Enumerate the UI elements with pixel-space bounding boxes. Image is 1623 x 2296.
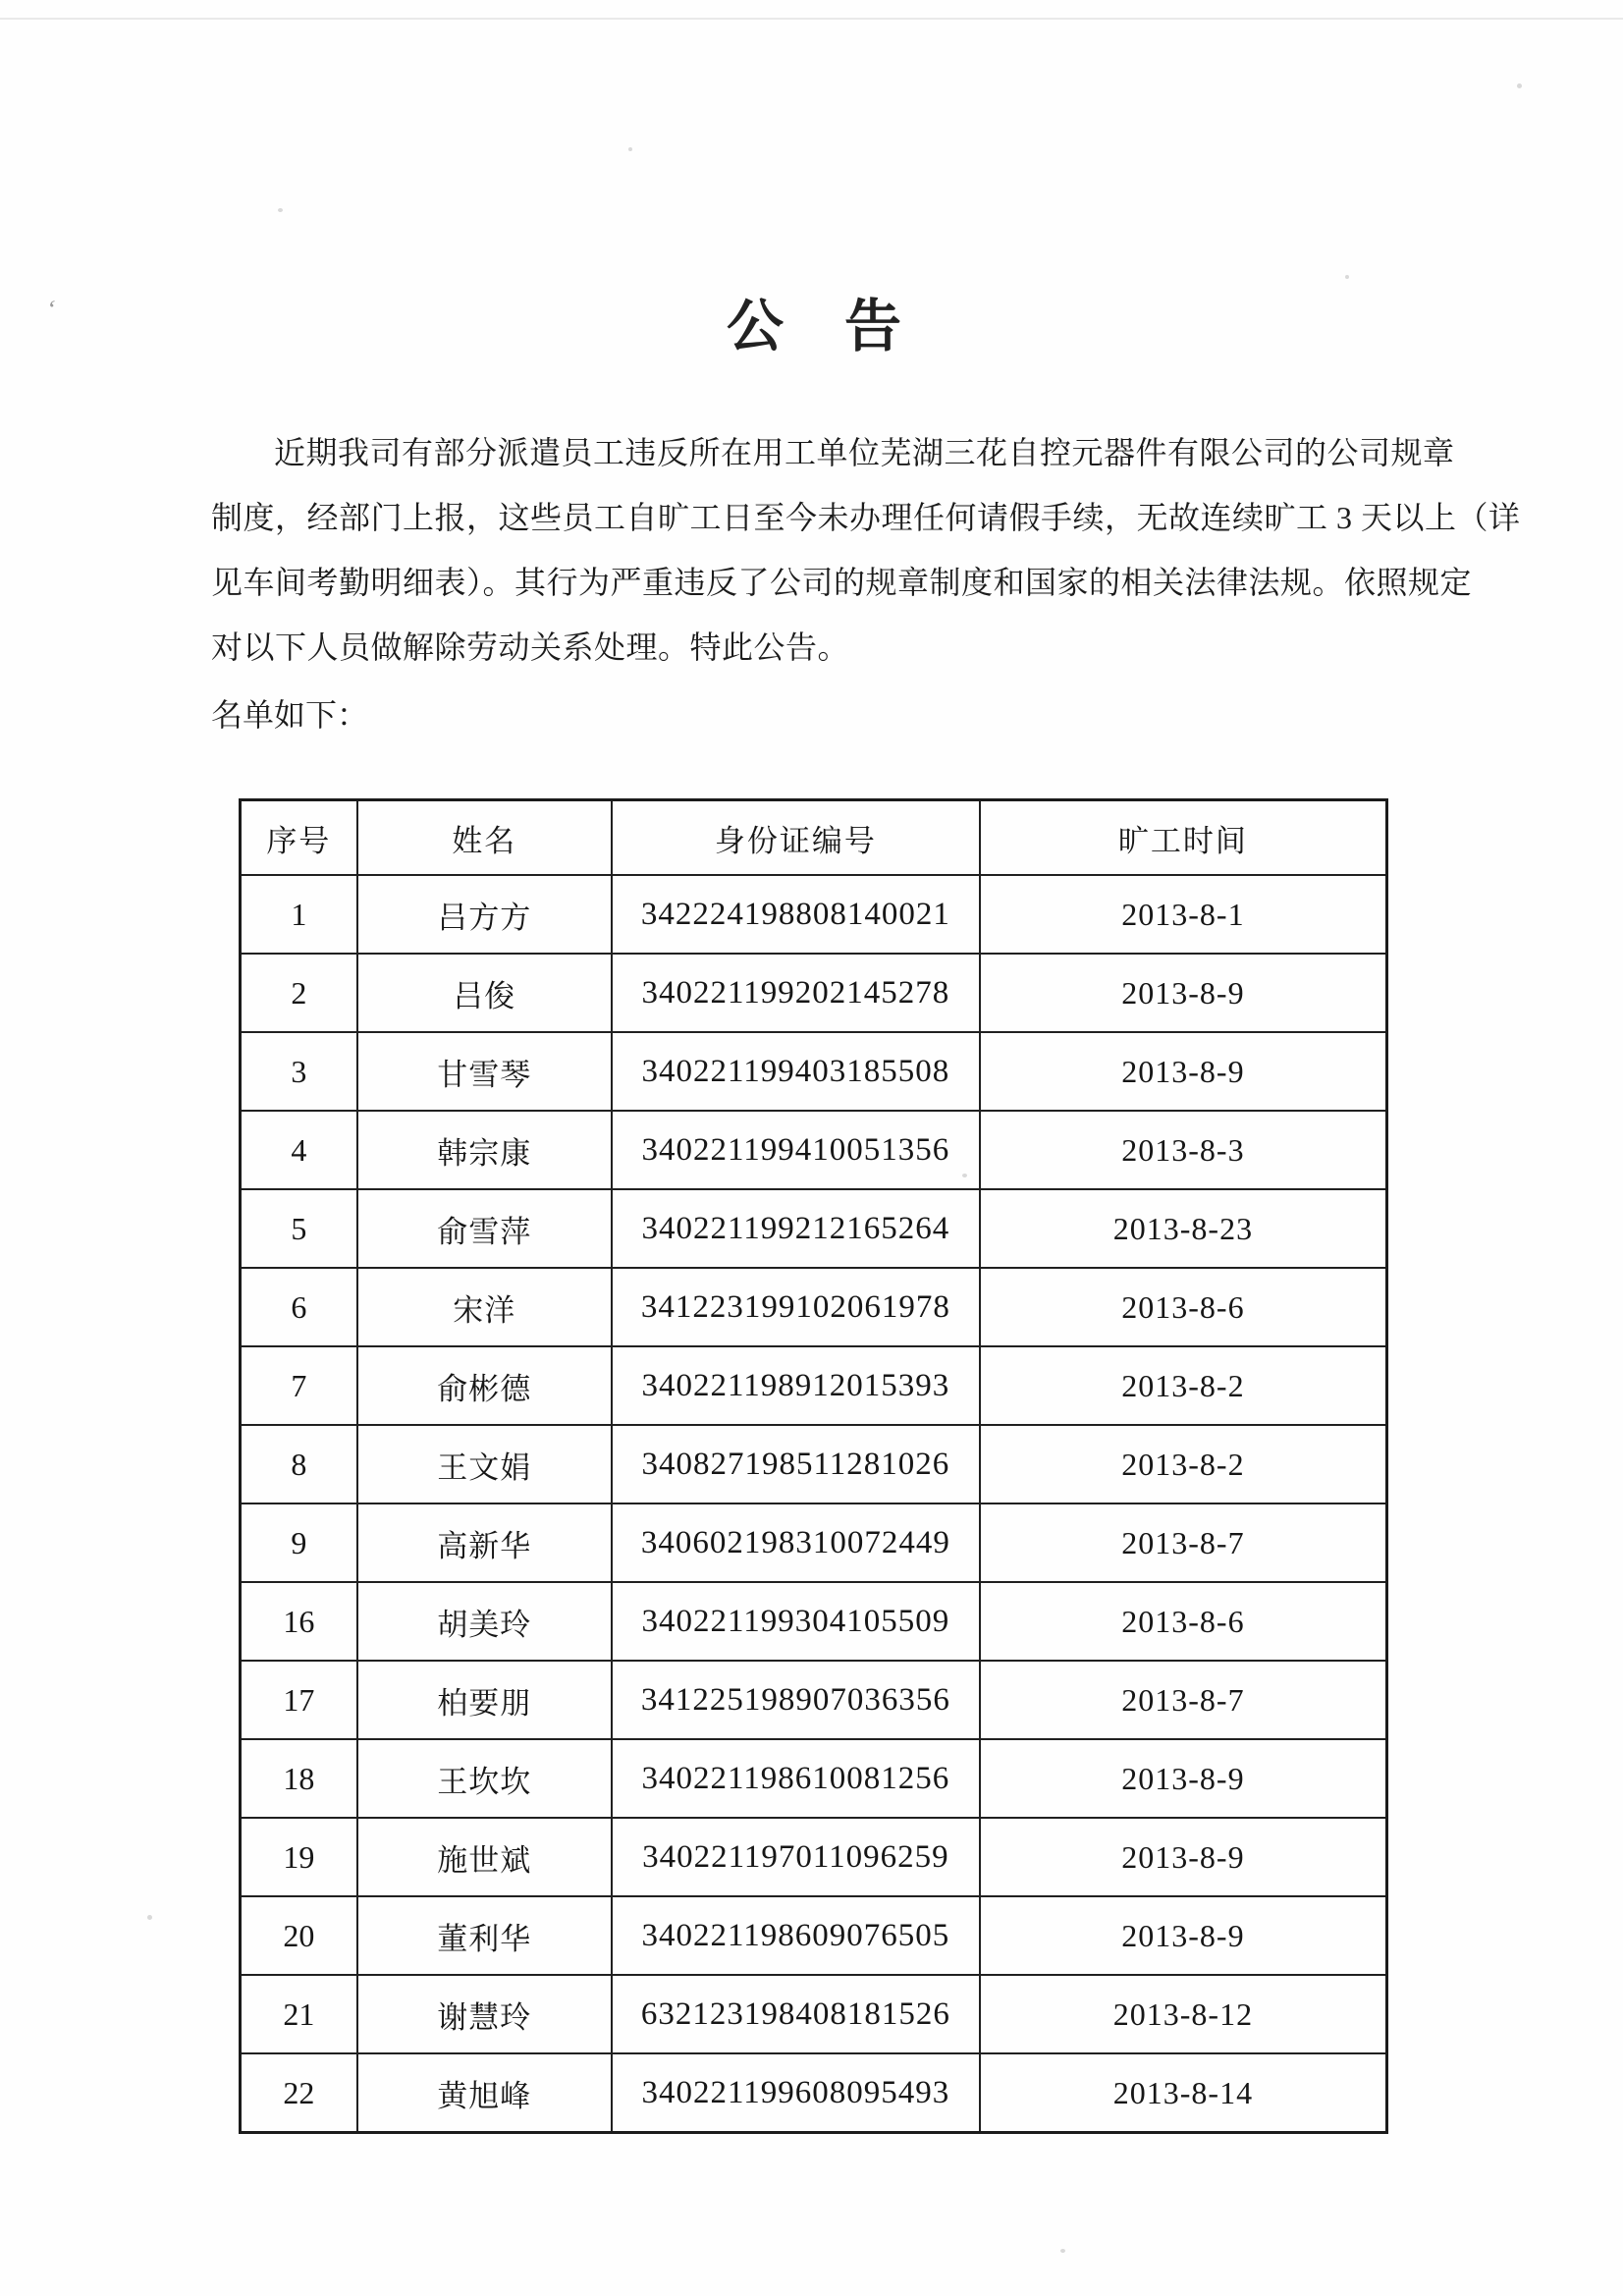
id-number-cell: 340602198310072449 <box>612 1503 980 1582</box>
name-cell: 胡美玲 <box>357 1582 612 1661</box>
scan-artifact <box>1345 275 1349 279</box>
id-number-cell: 341225198907036356 <box>612 1661 980 1739</box>
name-cell: 王坎坎 <box>357 1739 612 1818</box>
body-line: 见车间考勤明细表）。其行为严重违反了公司的规章制度和国家的相关法律法规。依照规定 <box>211 565 1473 600</box>
absence-date-cell: 2013-8-2 <box>980 1346 1387 1425</box>
serial-number-cell: 3 <box>241 1032 357 1111</box>
serial-number-cell: 4 <box>241 1111 357 1189</box>
notice-table-body <box>241 875 1387 2133</box>
id-number-cell: 632123198408181526 <box>612 1975 980 2053</box>
id-number-cell: 340221199202145278 <box>612 954 980 1032</box>
header-absence-date: 旷工时间 <box>980 800 1387 876</box>
table-row <box>241 954 1387 1032</box>
table-row <box>241 1032 1387 1111</box>
table-row <box>241 2053 1387 2133</box>
absence-date-cell: 2013-8-9 <box>980 1032 1387 1111</box>
id-number-cell: 340221199304105509 <box>612 1582 980 1661</box>
absence-date-cell: 2013-8-9 <box>980 954 1387 1032</box>
serial-number-cell: 22 <box>241 2053 357 2133</box>
serial-number-cell: 1 <box>241 875 357 954</box>
table-row <box>241 1189 1387 1268</box>
table-header-row <box>241 800 1387 876</box>
serial-number-cell: 16 <box>241 1582 357 1661</box>
id-number-cell: 340221198610081256 <box>612 1739 980 1818</box>
scan-artifact <box>278 208 283 212</box>
absence-date-cell: 2013-8-14 <box>980 2053 1387 2133</box>
table-row <box>241 1818 1387 1896</box>
name-cell: 高新华 <box>357 1503 612 1582</box>
body-line: 对以下人员做解除劳动关系处理。特此公告。 <box>211 629 850 665</box>
serial-number-cell: 9 <box>241 1503 357 1582</box>
id-number-cell: 340221199410051356 <box>612 1111 980 1189</box>
name-cell: 甘雪琴 <box>357 1032 612 1111</box>
absence-date-cell: 2013-8-7 <box>980 1661 1387 1739</box>
table-row <box>241 1268 1387 1346</box>
absence-date-cell: 2013-8-3 <box>980 1111 1387 1189</box>
serial-number-cell: 19 <box>241 1818 357 1896</box>
body-line: 近期我司有部分派遣员工违反所在用工单位芜湖三花自控元器件有限公司的公司规章 <box>274 435 1455 470</box>
table-row <box>241 1661 1387 1739</box>
serial-number-cell: 5 <box>241 1189 357 1268</box>
serial-number-cell: 2 <box>241 954 357 1032</box>
name-cell: 柏要朋 <box>357 1661 612 1739</box>
name-cell: 董利华 <box>357 1896 612 1975</box>
id-number-cell: 340221199403185508 <box>612 1032 980 1111</box>
id-number-cell: 340221198609076505 <box>612 1896 980 1975</box>
name-cell: 吕方方 <box>357 875 612 954</box>
absence-date-cell: 2013-8-12 <box>980 1975 1387 2053</box>
serial-number-cell: 21 <box>241 1975 357 2053</box>
table-row <box>241 1896 1387 1975</box>
header-name: 姓名 <box>357 800 612 876</box>
id-number-cell: 340221198912015393 <box>612 1346 980 1425</box>
scan-artifact <box>0 18 1623 20</box>
absence-date-cell: 2013-8-6 <box>980 1582 1387 1661</box>
table-row <box>241 875 1387 954</box>
name-cell: 俞彬德 <box>357 1346 612 1425</box>
absence-date-cell: 2013-8-9 <box>980 1818 1387 1896</box>
name-cell: 黄旭峰 <box>357 2053 612 2133</box>
scan-artifact <box>1517 83 1522 88</box>
serial-number-cell: 6 <box>241 1268 357 1346</box>
table-row <box>241 1503 1387 1582</box>
name-cell: 韩宗康 <box>357 1111 612 1189</box>
name-cell: 宋洋 <box>357 1268 612 1346</box>
header-id-number: 身份证编号 <box>612 800 980 876</box>
serial-number-cell: 20 <box>241 1896 357 1975</box>
scan-artifact <box>147 1915 152 1920</box>
serial-number-cell: 18 <box>241 1739 357 1818</box>
notice-body <box>211 420 1521 680</box>
serial-number-cell: 17 <box>241 1661 357 1739</box>
scan-artifact <box>1060 2249 1065 2253</box>
id-number-cell: 341223199102061978 <box>612 1268 980 1346</box>
name-cell: 吕俊 <box>357 954 612 1032</box>
absence-date-cell: 2013-8-6 <box>980 1268 1387 1346</box>
table-row <box>241 1582 1387 1661</box>
id-number-cell: 340827198511281026 <box>612 1425 980 1503</box>
table-row <box>241 1975 1387 2053</box>
absence-date-cell: 2013-8-23 <box>980 1189 1387 1268</box>
name-cell: 谢慧玲 <box>357 1975 612 2053</box>
id-number-cell: 340221199212165264 <box>612 1189 980 1268</box>
body-line: 制度，经部门上报，这些员工自旷工日至今未办理任何请假手续，无故连续旷工 3 天以上（详 <box>211 500 1521 535</box>
absence-date-cell: 2013-8-2 <box>980 1425 1387 1503</box>
serial-number-cell: 8 <box>241 1425 357 1503</box>
dismissal-table <box>239 798 1388 2134</box>
name-cell: 施世斌 <box>357 1818 612 1896</box>
absence-date-cell: 2013-8-7 <box>980 1503 1387 1582</box>
table-row <box>241 1346 1387 1425</box>
absence-date-cell: 2013-8-9 <box>980 1739 1387 1818</box>
list-intro-label: 名单如下： <box>211 697 369 733</box>
scan-artifact: ‘ <box>45 294 58 324</box>
table-row <box>241 1739 1387 1818</box>
header-serial-number: 序号 <box>241 800 357 876</box>
id-number-cell: 342224198808140021 <box>612 875 980 954</box>
page-title: 公 告 <box>726 295 903 358</box>
id-number-cell: 340221199608095493 <box>612 2053 980 2133</box>
id-number-cell: 340221197011096259 <box>612 1818 980 1896</box>
serial-number-cell: 7 <box>241 1346 357 1425</box>
table-row <box>241 1111 1387 1189</box>
absence-date-cell: 2013-8-1 <box>980 875 1387 954</box>
table-row <box>241 1425 1387 1503</box>
scan-artifact <box>628 147 632 151</box>
absence-date-cell: 2013-8-9 <box>980 1896 1387 1975</box>
name-cell: 王文娟 <box>357 1425 612 1503</box>
name-cell: 俞雪萍 <box>357 1189 612 1268</box>
